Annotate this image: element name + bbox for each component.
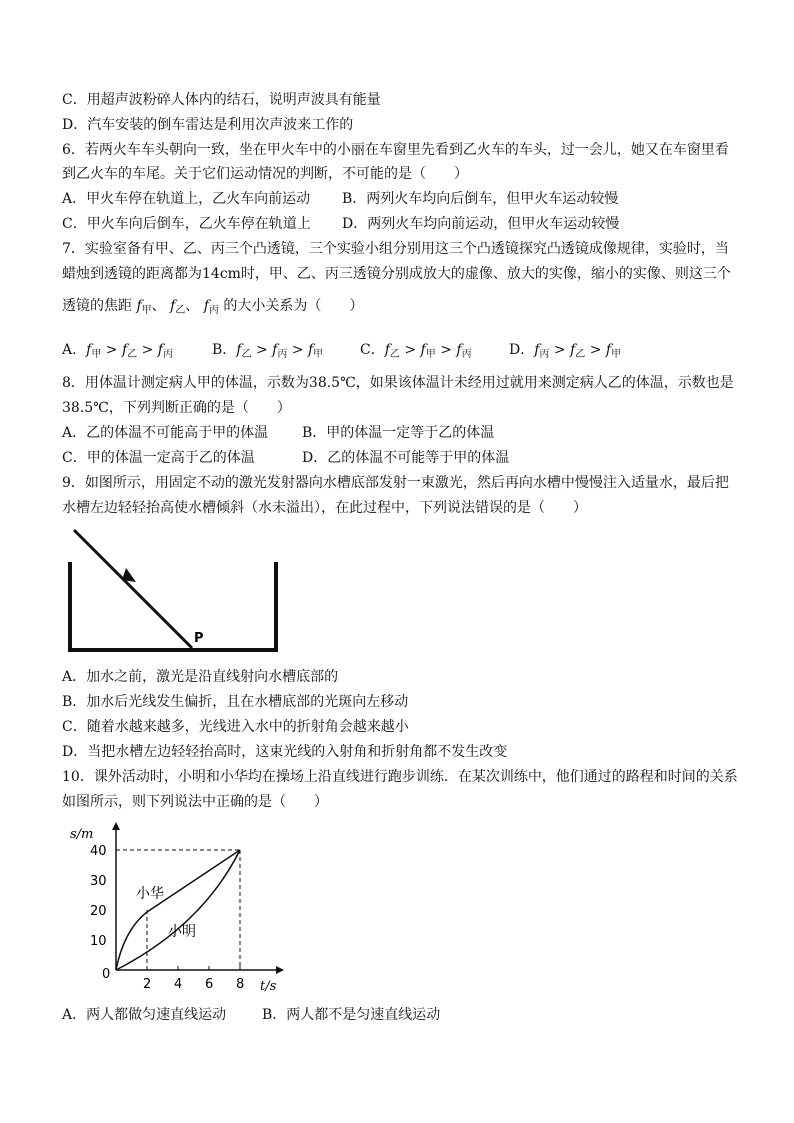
series-label-xiaohua: 小华 xyxy=(136,886,164,902)
f-symbol: f xyxy=(570,342,576,358)
sub-jia: 甲 xyxy=(611,349,622,360)
q10-stem-line2: 如图所示，则下列说法中正确的是（ ） xyxy=(62,794,328,810)
point-p-label: P xyxy=(194,631,204,646)
sep: 、 xyxy=(151,298,166,314)
sub-yi: 乙 xyxy=(175,305,186,316)
f-symbol: f xyxy=(121,342,128,358)
f-symbol: f xyxy=(203,298,209,314)
gt: > xyxy=(105,342,118,358)
q7-text-pre: 透镜的焦距 xyxy=(62,298,132,314)
f-symbol: f xyxy=(420,342,426,358)
f-symbol: f xyxy=(272,342,278,358)
f-symbol: f xyxy=(456,342,462,358)
y-tick-label: 20 xyxy=(90,904,107,919)
gt: > xyxy=(440,342,452,358)
q10-option-a: A．两人都做匀速直线运动 xyxy=(62,1007,227,1023)
q6-option-c: C．甲火车向后倒车，乙火车停在轨道上 xyxy=(62,216,311,232)
sub-jia: 甲 xyxy=(141,305,152,316)
x-tick-label: 4 xyxy=(174,977,183,992)
opt-label: D． xyxy=(509,342,535,358)
q6-stem-line2: 到乙火车的车尾。关于它们运动情况的判断，不可能的是（ ） xyxy=(62,166,468,182)
sub-jia: 甲 xyxy=(313,349,324,360)
gt: > xyxy=(589,342,602,358)
sub-jia: 甲 xyxy=(425,349,436,360)
x-tick-label: 2 xyxy=(143,977,152,992)
f-symbol: f xyxy=(157,342,163,358)
q9-stem-line1: 9．如图所示，用固定不动的激光发射器向水槽底部发射一束激光，然后再向水槽中慢慢注入适量水，最后把 xyxy=(62,475,729,491)
sub-yi: 乙 xyxy=(127,349,138,360)
f-symbol: f xyxy=(170,298,176,314)
y-tick-label: 10 xyxy=(90,934,107,949)
q5-option-c: C．用超声波粉碎人体内的结石，说明声波具有能量 xyxy=(62,92,381,108)
gt: > xyxy=(255,342,268,358)
q8-stem-line2: 38.5℃，下列判断正确的是（ ） xyxy=(62,400,291,416)
q9-option-d: D．当把水槽左边轻轻抬高时，这束光线的入射角和折射角都不发生改变 xyxy=(62,744,508,760)
f-symbol: f xyxy=(605,342,612,358)
q7-text-post: 的大小关系为（ ） xyxy=(223,298,364,314)
laser-beam xyxy=(74,530,192,648)
q7-option-c xyxy=(360,341,472,361)
gt: > xyxy=(404,342,417,358)
sub-yi: 乙 xyxy=(241,349,252,360)
q8-option-b: B．甲的体温一定等于乙的体温 xyxy=(302,425,495,441)
opt-label: C． xyxy=(360,342,385,358)
sub-bing: 丙 xyxy=(539,349,550,360)
x-axis-arrow-icon xyxy=(276,966,284,974)
f-symbol: f xyxy=(384,342,390,358)
q6-option-a: A．甲火车停在轨道上，乙火车向前运动 xyxy=(62,191,311,207)
f-symbol: f xyxy=(236,342,242,358)
gt: > xyxy=(291,342,304,358)
q7-stem-line1: 7．实验室备有甲、乙、丙三个凸透镜，三个实验小组分别用这三个凸透镜探究凸透镜成像规律，实验时，当 xyxy=(62,241,729,257)
water-tank-figure xyxy=(62,526,282,656)
curve-xiaoming xyxy=(116,850,240,970)
x-axis-label: t/s xyxy=(260,979,277,994)
q7-option-a xyxy=(62,341,173,361)
origin-label: 0 xyxy=(102,967,111,982)
water-tank xyxy=(70,562,276,650)
q8-stem-line1: 8．用体温计测定病人甲的体温，示数为38.5℃，如果该体温计未经用过就用来测定病人乙的体温，示数也是 xyxy=(62,375,734,391)
q6-stem-line1: 6．若两火车车头朝向一致，坐在甲火车中的小丽在车窗里先看到乙火车的车头，过一会儿，她又在车窗里看 xyxy=(62,142,729,158)
q7-stem-line2: 蜡烛到透镜的距离都为14cm时，甲、乙、丙三透镜分别成放大的虚像、放大的实像，缩小的实像、则这三个 xyxy=(62,266,731,282)
sub-jia: 甲 xyxy=(91,349,102,360)
q9-stem-line2: 水槽左边轻轻抬高使水槽倾斜（水未溢出），在此过程中，下列说法错误的是（ ） xyxy=(62,500,587,516)
sub-bing: 丙 xyxy=(461,349,472,360)
arrow-icon xyxy=(122,568,136,582)
x-tick-label: 6 xyxy=(205,977,214,992)
q9-option-a: A．加水之前，激光是沿直线射向水槽底部的 xyxy=(62,669,339,685)
sep: 、 xyxy=(185,298,200,314)
series-label-xiaoming: 小明 xyxy=(168,924,196,940)
y-tick-label: 40 xyxy=(90,844,107,859)
sub-bing: 丙 xyxy=(162,349,173,360)
sub-bing: 丙 xyxy=(208,305,219,316)
q8-option-d: D．乙的体温不可能等于甲的体温 xyxy=(302,450,510,466)
opt-label: B． xyxy=(212,342,237,358)
st-graph-figure xyxy=(62,818,292,998)
q8-option-c: C．甲的体温一定高于乙的体温 xyxy=(62,450,255,466)
f-symbol: f xyxy=(307,342,314,358)
curve-xiaohua xyxy=(116,850,240,970)
sub-yi: 乙 xyxy=(575,349,586,360)
q10-option-b: B．两人都不是匀速直线运动 xyxy=(262,1007,441,1023)
f-symbol: f xyxy=(86,342,92,358)
y-tick-label: 30 xyxy=(90,874,107,889)
q6-option-b: B．两列火车均向后倒车，但甲火车运动较慢 xyxy=(342,191,619,207)
gt: > xyxy=(553,342,566,358)
x-tick-label: 8 xyxy=(236,977,245,992)
y-axis-label: s/m xyxy=(70,827,94,842)
y-axis-arrow-icon xyxy=(112,822,120,830)
sub-yi: 乙 xyxy=(389,349,400,360)
q5-option-d: D．汽车安装的倒车雷达是利用次声波来工作的 xyxy=(62,117,354,133)
q7-option-d xyxy=(509,341,621,361)
q7-option-b xyxy=(212,341,323,361)
f-symbol: f xyxy=(136,298,142,314)
q8-option-a: A．乙的体温不可能高于甲的体温 xyxy=(62,425,269,441)
q6-option-d: D．两列火车均向前运动，但甲火车运动较慢 xyxy=(342,216,620,232)
q7-stem-line3 xyxy=(62,297,363,317)
sub-bing: 丙 xyxy=(277,349,288,360)
q9-option-b: B．加水后光线发生偏折，且在水槽底部的光斑向左移动 xyxy=(62,694,409,710)
f-symbol: f xyxy=(534,342,540,358)
gt: > xyxy=(141,342,154,358)
q10-stem-line1: 10．课外活动时，小明和小华均在操场上沿直线进行跑步训练．在某次训练中，他们通过的路程和时间的关系 xyxy=(62,769,738,785)
opt-label: A． xyxy=(62,342,87,358)
q9-option-c: C．随着水越来越多，光线进入水中的折射角会越来越小 xyxy=(62,719,409,735)
